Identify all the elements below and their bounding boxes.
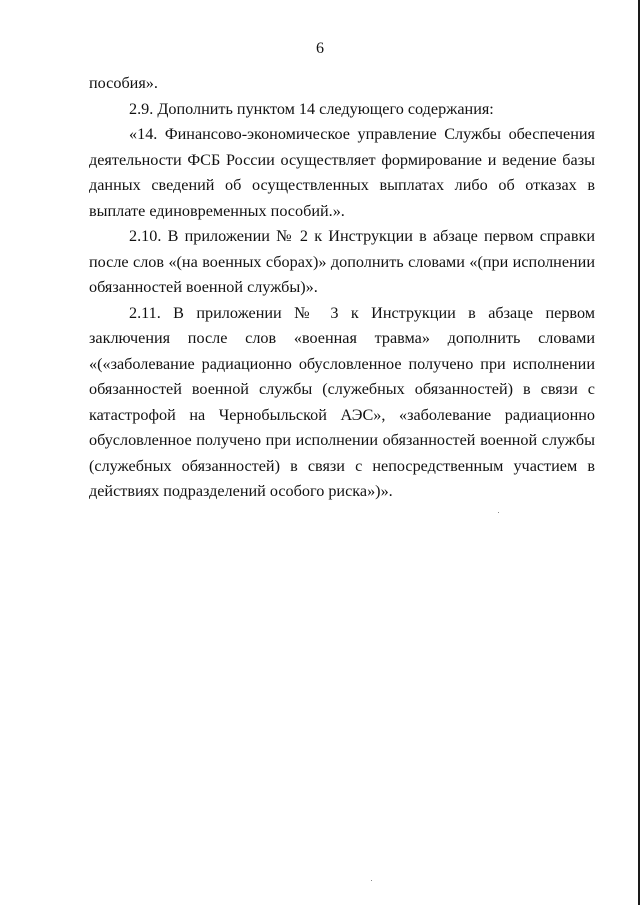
document-body [89, 71, 595, 505]
paragraph-2-11: 2.11. В приложении № 3 к Инструкции в абзаце первом заключения после слов «военная травма» дополнить словами «(«заболевание радиационно обусловленное получено при исполнении обязанностей военной службы (служебных обязанностей) в связи с катастрофой на Чернобыльской АЭС», «заболевание радиационно обусловленное получено при исполнении обязанностей военной службы (служебных обязанностей) в связи с непосредственным участием в действиях подразделений особого риска»)». [89, 303, 595, 500]
scan-speck [371, 880, 372, 881]
paragraph-2-10: 2.10. В приложении № 2 к Инструкции в абзаце первом справки после слов «(на военных сборах)» дополнить словами «(при исполнении обязанностей военной службы)». [89, 227, 595, 296]
page-number: 6 [316, 40, 324, 57]
paragraph-item-14: «14. Финансово-экономическое управление Службы обеспечения деятельности ФСБ России осуществляет формирование и ведение базы данных сведений об осуществленных выплатах либо об отказах в выплате единовременных пособий.». [89, 125, 595, 220]
scan-speck [498, 512, 499, 513]
paragraph-continuation: пособия». [89, 74, 158, 92]
paragraph-2-9: 2.9. Дополнить пунктом 14 следующего содержания: [129, 99, 494, 118]
